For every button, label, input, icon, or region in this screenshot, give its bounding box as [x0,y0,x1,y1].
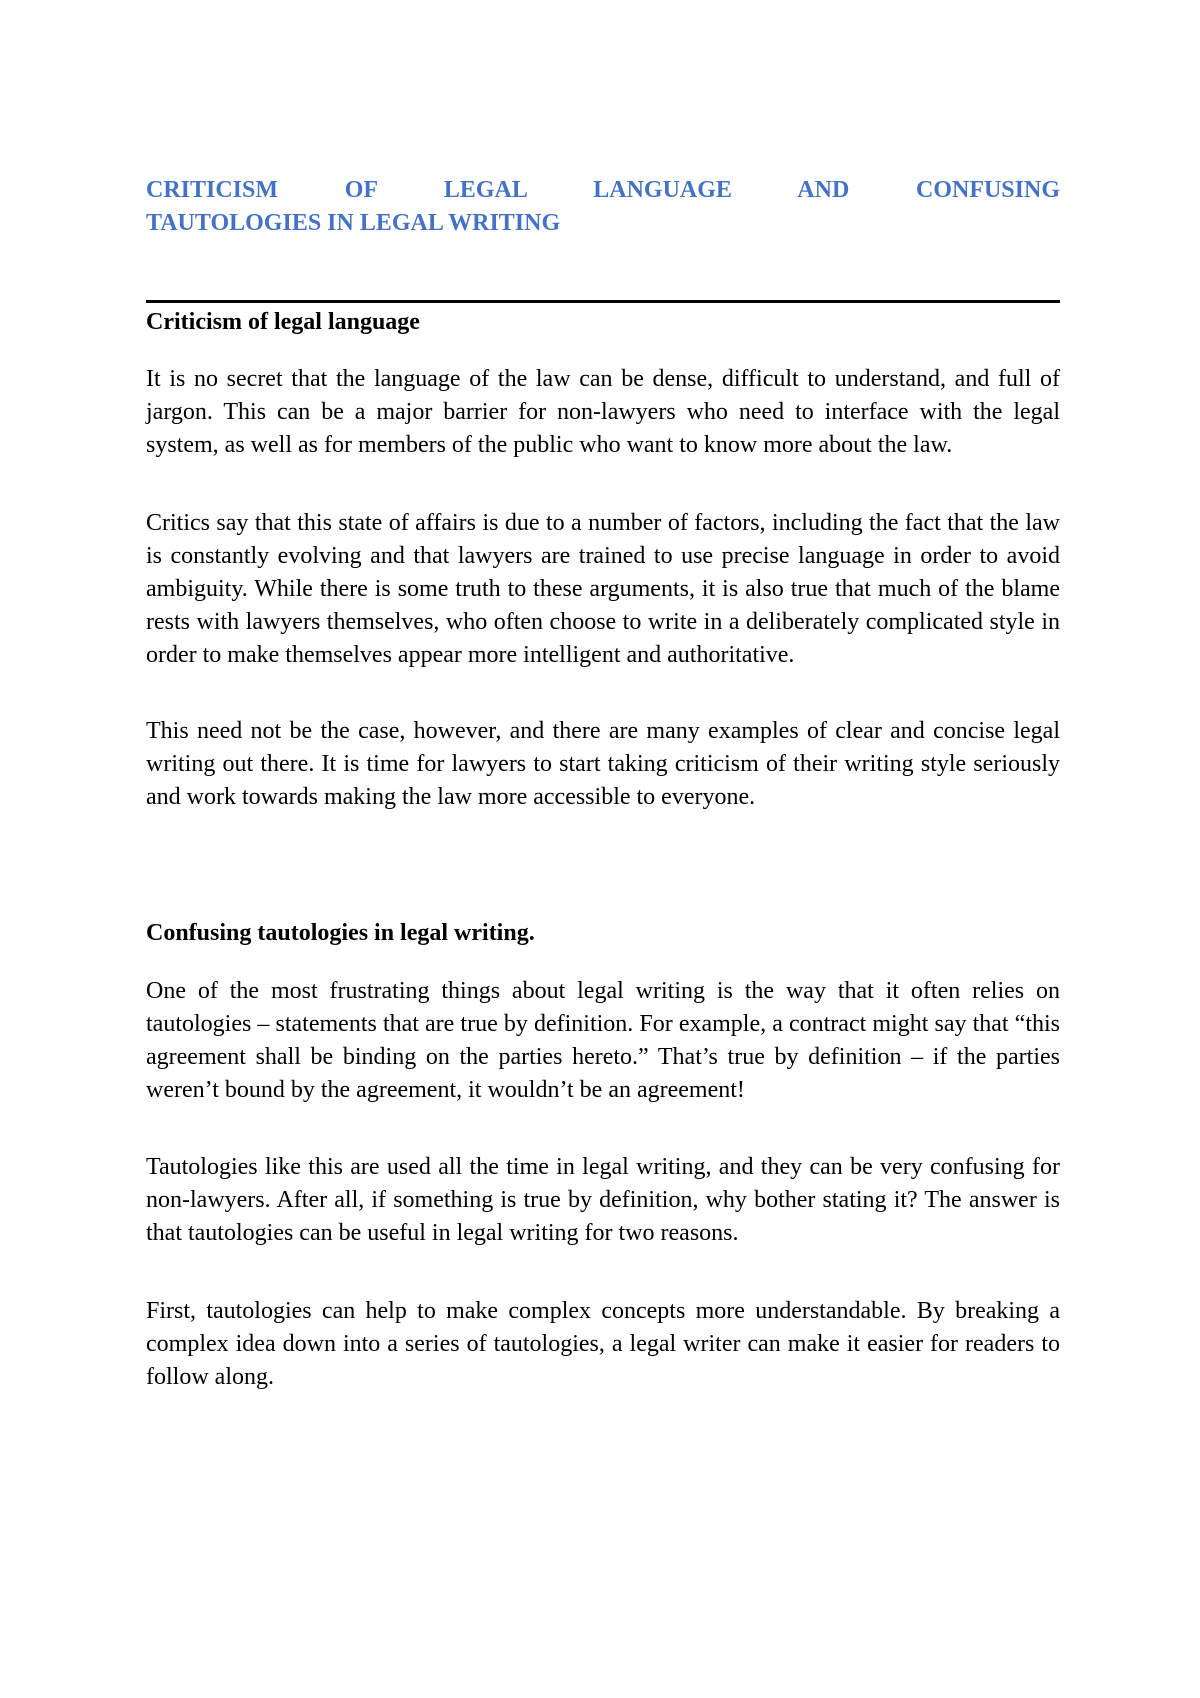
section-heading-criticism: Criticism of legal language [146,309,420,335]
paragraph-tautologies-1: One of the most frustrating things about legal writing is the way that it often relies on tautologies – statements that are true by definition. For example, a contract might say that “this agreement shall be binding on the parties hereto.” That’s true by definition – if the parties weren’t bound by the agreement, it wouldn’t be an agreement! [146,978,1060,1103]
paragraph-criticism-2: Critics say that this state of affairs is due to a number of factors, including the fact that the law is constantly evolving and that lawyers are trained to use precise language in order to avoid ambiguity. While there is some truth to these arguments, it is also true that much of the blame rests with lawyers themselves, who often choose to write in a deliberately complicated style in order to make themselves appear more intelligent and authoritative. [146,510,1060,668]
title-divider [146,300,1060,303]
section-heading-tautologies: Confusing tautologies in legal writing. [146,920,535,946]
paragraph-criticism-1: It is no secret that the language of the law can be dense, difficult to understand, and full of jargon. This can be a major barrier for non-lawyers who need to interface with the legal system, as well as for members of the public who want to know more about the law. [146,366,1060,458]
document-title-line-2: TAUTOLOGIES IN LEGAL WRITING [146,210,561,236]
paragraph-tautologies-2: Tautologies like this are used all the time in legal writing, and they can be very confusing for non-lawyers. After all, if something is true by definition, why bother stating it? The answer is that tautologies can be useful in legal writing for two reasons. [146,1154,1060,1246]
document-title [146,174,1060,240]
document-title-line-1: CRITICISM OF LEGAL LANGUAGE AND CONFUSING [146,177,1060,203]
paragraph-criticism-3: This need not be the case, however, and there are many examples of clear and concise legal writing out there. It is time for lawyers to start taking criticism of their writing style seriously and work towards making the law more accessible to everyone. [146,718,1060,810]
paragraph-tautologies-3: First, tautologies can help to make complex concepts more understandable. By breaking a complex idea down into a series of tautologies, a legal writer can make it easier for readers to follow along. [146,1298,1060,1390]
